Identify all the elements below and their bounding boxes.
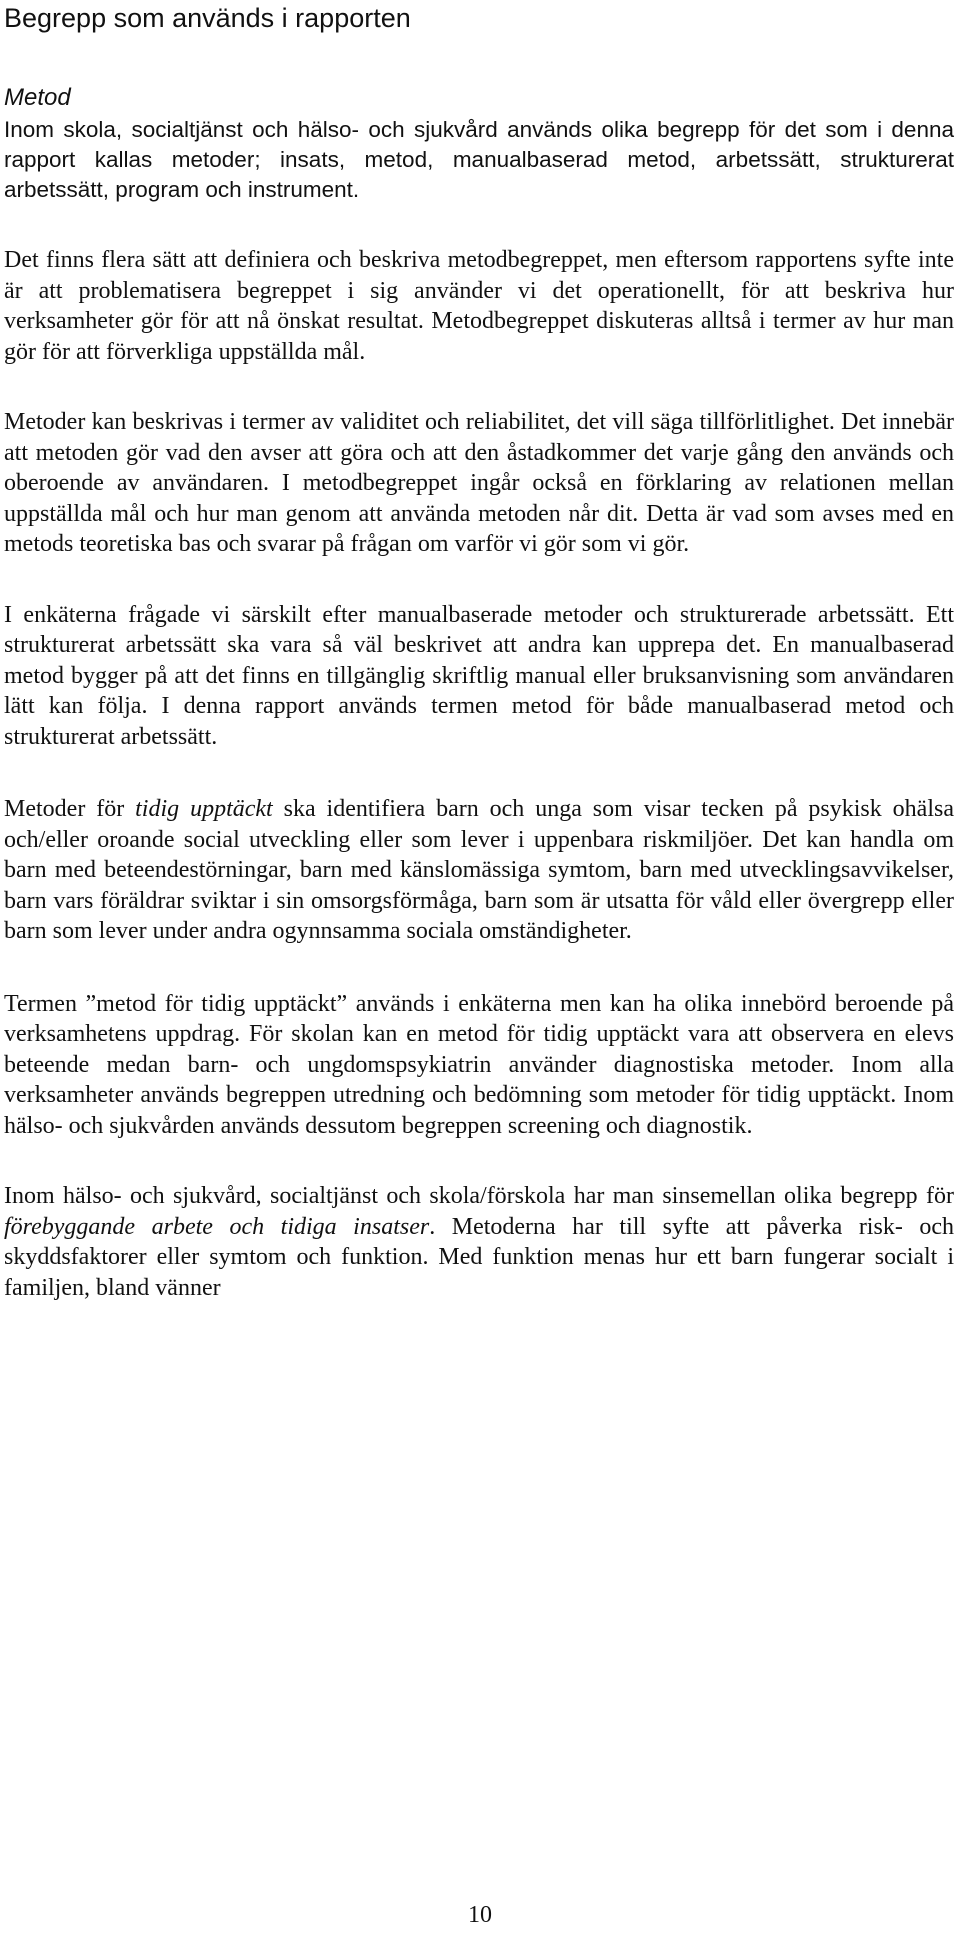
paragraph-term-meaning: Termen ”metod för tidig upptäckt” används i enkäterna men kan ha olika innebörd beroende på verksamhetens uppdrag. För skolan kan en metod för tidig upptäckt vara att observera en elevs beteende medan barn- och ungdomspsykiatrin använder diagnostiska metoder. Inom alla verksamheter används begreppen utredning och bedömning som metoder för tidig upptäckt. Inom hälso- och sjukvården används dessutom begreppen screening och diagnostik. bbox=[4, 990, 954, 1139]
paragraph-text: Inom hälso- och sjukvård, socialtjänst och skola/förskola har man sinsemellan olika begrepp för bbox=[4, 1183, 954, 1209]
paragraph-text: ska identifiera barn och unga som visar tecken på psykisk ohälsa och/eller oroande social utveckling eller som lever i uppenbara riskmiljöer. Det kan handla om barn med beteendestörningar, barn med känslomässiga symtom, barn med utvecklingsavvikelser, barn vars föräldrar sviktar i sin omsorgsförmåga, barn som är utsatta för våld eller övergrepp eller barn som lever under andra ogynnsamma sociala omständigheter. bbox=[4, 796, 954, 944]
intro-paragraph: Inom skola, socialtjänst och hälso- och sjukvård används olika begrepp för det som i denna rapport kallas metoder; insats, metod, manualbaserad metod, arbetssätt, strukturerat arbetssätt, program och instrument. bbox=[4, 117, 954, 202]
paragraph-early-detection bbox=[4, 794, 954, 947]
paragraph-text: Metoder för bbox=[4, 796, 136, 822]
subsection-heading: Metod bbox=[4, 84, 71, 111]
paragraph-definition: Det finns flera sätt att definiera och beskriva metodbegreppet, men eftersom rapportens syfte inte är att problematisera begreppet i sig använder vi det operationellt, för att beskriva hur verksamheter gör för att nå önskat resultat. Metodbegreppet diskuteras alltså i termer av hur man gör för att förverkliga uppställda mål. bbox=[4, 247, 954, 365]
emphasized-term: tidig upptäckt bbox=[135, 796, 273, 822]
page-number: 10 bbox=[468, 1902, 492, 1928]
paragraph-text: . Metoderna har till syfte att påverka risk- och skyddsfaktorer eller symtom och funktion. Med funktion menas hur ett barn fungerar socialt i familjen, bland vänner bbox=[4, 1213, 954, 1301]
document-page bbox=[4, 0, 954, 1303]
emphasized-term: förebyggande arbete och tidiga insatser bbox=[4, 1213, 430, 1240]
paragraph-validity: Metoder kan beskrivas i termer av validitet och reliabilitet, det vill säga tillförlitlighet. Det innebär att metoden gör vad den avser att göra och att den åstadkommer det varje gång den används och oberoende av användaren. I metodbegreppet ingår också en förklaring av relationen mellan uppställda mål och hur man genom att använda metoden når dit. Detta är vad som avses med en metods teoretiska bas och svarar på frågan om varför vi gör som vi gör. bbox=[4, 409, 954, 557]
paragraph-manual-based: I enkäterna frågade vi särskilt efter manualbaserade metoder och strukturerade arbetssätt. Ett strukturerat arbetssätt ska vara så väl beskrivet att andra kan upprepa det. En manualbaserad metod bygger på att det finns en tillgänglig skriftlig manual eller bruksanvisning som användaren lätt kan följa. I denna rapport används termen metod för både manualbaserad metod och strukturerat arbetssätt. bbox=[4, 601, 954, 750]
section-heading: Begrepp som används i rapporten bbox=[4, 3, 411, 33]
paragraph-prevention bbox=[4, 1181, 954, 1303]
